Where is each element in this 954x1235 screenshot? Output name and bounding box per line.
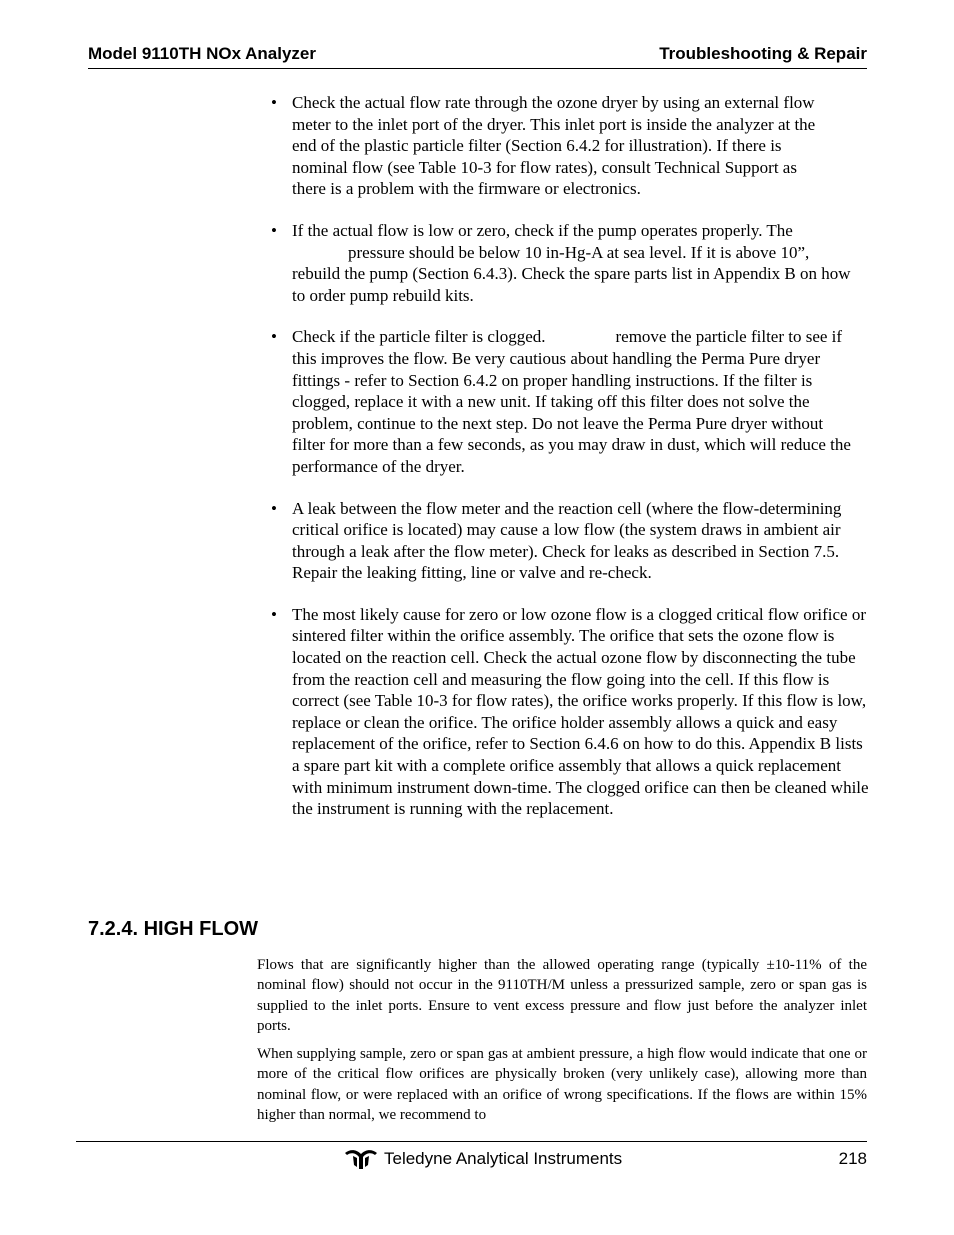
bullet-item [270,92,832,200]
bullet-text-part-a: If the actual flow is low or zero, check if the pump operates properly. The [292,220,793,240]
bullet-item [270,326,852,477]
bullet-dot-icon: • [271,604,277,624]
bullet-text: The most likely cause for zero or low ozone flow is a clogged critical flow orifice or sintered filter within the orifice assembly. The orifice that sets the ozone flow is located on the reaction cell. Check the actual ozone flow by disconnecting the tube from the reaction cell and measuring the flow going into the cell. If this flow is correct (see Table 10-3 for flow rates), the orifice works properly. If this flow is low, replace or clean the orifice. The orifice holder assembly allows a quick and easy replacement of the orifice, refer to Section 6.4.6 on how to do this. Appendix B lists a spare part kit with a complete orifice assembly that allows a quick replacement with minimum instrument down-time. The clogged orifice can then be cleaned while the instrument is running with the replacement. [292,604,869,819]
bullet-item [270,498,857,584]
bullet-dot-icon: • [271,220,277,240]
bullet-dot-icon: • [271,93,277,112]
footer-divider [76,1141,867,1142]
bullet-item [270,220,857,306]
bullet-text-part-b: remove the particle filter to see if this improves the flow. Be very cautious about handling the Perma Pure dryer fittings - refer to Section 6.4.2 on proper handling instructions. If the filter is clogged, replace it with a new unit. If taking off this filter does not solve the problem, continue to the next step. Do not leave the Perma Pure dryer without filter for more than a few seconds, as you may draw in dust, which will reduce the performance of the dryer. [292,327,851,476]
page-number: 218 [838,1149,867,1168]
page-footer [344,1148,622,1170]
bullet-text-part-b: pressure should be below 10 in-Hg-A at sea level. If it is above 10”, rebuild the pump (Section 6.4.3). Check the spare parts list in Appendix B on how to order pump rebuild kits. [292,242,851,305]
page-header [88,44,867,69]
bullet-dot-icon: • [271,327,277,347]
bullet-dot-icon: • [271,498,277,518]
bullet-item [270,604,870,820]
bullet-text-part-a: Check if the particle filter is clogged. [292,327,546,347]
bullet-text: Check the actual flow rate through the ozone dryer by using an external flow meter to the inlet port of the dryer. This inlet port is inside the analyzer at the end of the plastic particle filter (Section 6.4.2 for illustration). If there is nominal flow (see Table 10-3 for flow rates), consult Technical Support as there is a problem with the firmware or electronics. [292,93,816,199]
troubleshooting-bullet-list [270,92,870,840]
section-heading: 7.2.4. HIGH FLOW [88,918,259,940]
section-paragraph: When supplying sample, zero or span gas at ambient pressure, a high flow would indicate that one or more of the critical flow orifices are physically broken (very unlikely case), allowing more than nominal flow, or were replaced with an orifice of wrong specifications. If the flows are within 15% higher than normal, we recommend to [257,1046,867,1124]
section-paragraph: Flows that are significantly higher than the allowed operating range (typically ±10-11% of the nominal flow) should not occur in the 9110TH/M unless a pressurized sample, zero or span gas is supplied to the inlet ports. Ensure to vent excess pressure and flow just before the analyzer inlet ports. [257,957,867,1035]
footer-company: Teledyne Analytical Instruments [384,1149,623,1168]
header-section-title: Troubleshooting & Repair [659,44,867,63]
teledyne-logo-icon [344,1148,378,1170]
bullet-text: A leak between the flow meter and the reaction cell (where the flow-determining critical orifice is located) may cause a low flow (the system draws in ambient air through a leak after the flow meter). Check for leaks as described in Section 7.5. Repair the leaking fitting, line or valve and re-check. [292,498,842,583]
header-model-title: Model 9110TH NOx Analyzer [88,44,317,63]
